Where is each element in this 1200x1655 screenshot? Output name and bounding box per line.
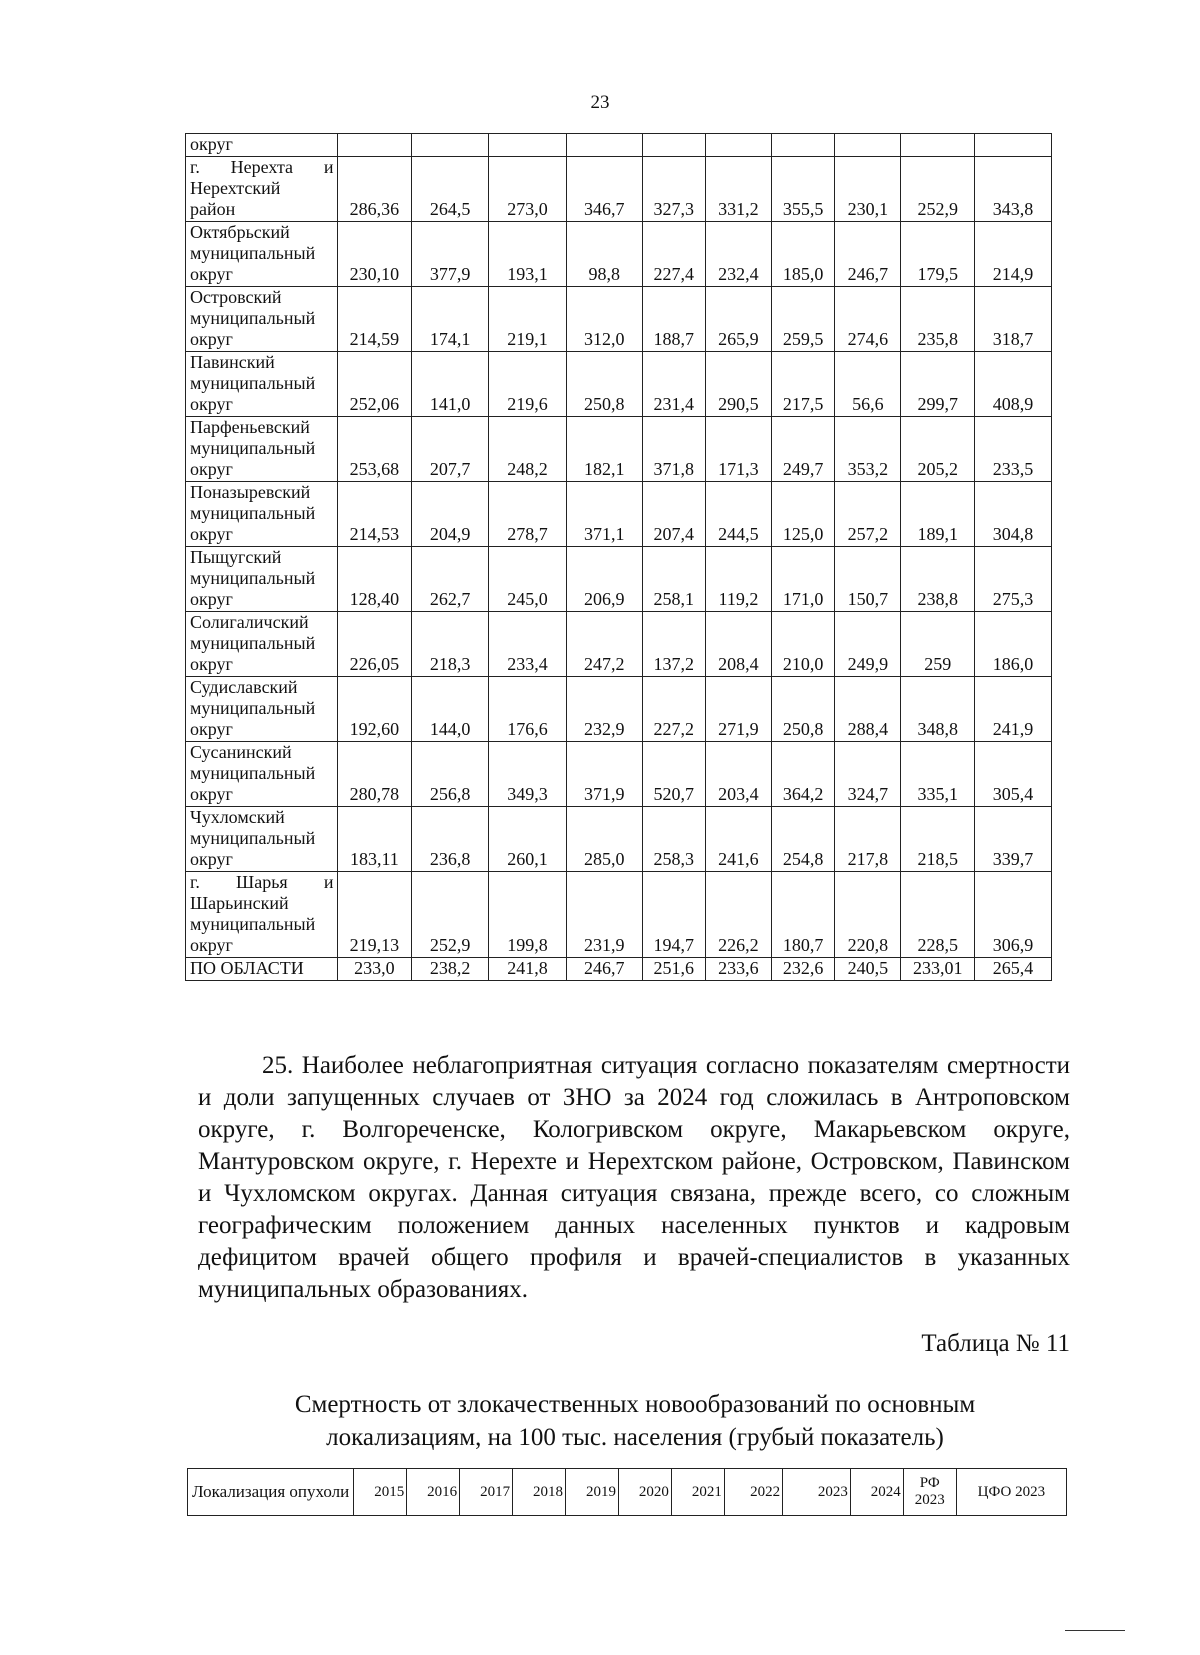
region-name-cell — [186, 612, 338, 677]
table-caption — [190, 1388, 1080, 1454]
region-name-line: Шарьинский — [190, 893, 289, 913]
table-row — [186, 157, 1052, 222]
value-cell: 183,11 — [337, 807, 412, 872]
region-name-line: муниципальный — [190, 308, 316, 328]
value-cell: 318,7 — [975, 287, 1052, 352]
value-cell: 217,5 — [772, 352, 835, 417]
page-number: 23 — [590, 92, 610, 113]
value-cell: 299,7 — [901, 352, 975, 417]
value-cell: 150,7 — [835, 547, 901, 612]
value-cell: 233,0 — [337, 958, 412, 981]
region-name-cell — [186, 958, 338, 981]
region-name-cell — [186, 872, 338, 958]
region-name-line: Островский — [190, 287, 282, 307]
value-cell — [901, 134, 975, 157]
value-cell: 228,5 — [901, 872, 975, 958]
region-name-cell — [186, 134, 338, 157]
header-cell: 2020 — [618, 1469, 671, 1516]
paragraph-25: 25. Наиболее неблагоприятная ситуация согласно показателям смертности и доли запущенных случаев от ЗНО за 2024 год сложилась в Антроповском округе, г. Волгореченске, Кологривском округе, Макарьевском округе, Мантуровском округе, г. Нерехте и Нерехтском районе, Островском, Павинском и Чухломском округах. Данная ситуация связана, прежде всего, со сложным географическим положением данных населенных пунктов и кадровым дефицитом врачей общего профиля и врачей-специалистов в указанных муниципальных образованиях. — [198, 1052, 1070, 1303]
value-cell: 238,8 — [901, 547, 975, 612]
header-cell: 2015 — [354, 1469, 407, 1516]
value-cell: 214,53 — [337, 482, 412, 547]
value-cell: 192,60 — [337, 677, 412, 742]
value-cell — [337, 134, 412, 157]
value-cell: 335,1 — [901, 742, 975, 807]
value-cell: 249,9 — [835, 612, 901, 677]
region-name-line: округ — [190, 935, 233, 955]
value-cell: 241,9 — [975, 677, 1052, 742]
value-cell: 144,0 — [412, 677, 489, 742]
header-cell: ЦФО 2023 — [956, 1469, 1066, 1516]
value-cell: 214,59 — [337, 287, 412, 352]
value-cell: 128,40 — [337, 547, 412, 612]
region-name-line: муниципальный — [190, 438, 316, 458]
value-cell: 230,10 — [337, 222, 412, 287]
value-cell: 230,1 — [835, 157, 901, 222]
region-name-line: Сусанинский — [190, 742, 292, 762]
value-cell — [975, 134, 1052, 157]
region-name-line: округ — [190, 264, 233, 284]
value-cell: 278,7 — [489, 482, 567, 547]
value-cell: 238,2 — [412, 958, 489, 981]
value-cell: 290,5 — [705, 352, 771, 417]
value-cell: 252,9 — [901, 157, 975, 222]
value-cell: 219,6 — [489, 352, 567, 417]
header-cell: 2024 — [850, 1469, 903, 1516]
value-cell: 258,3 — [642, 807, 705, 872]
table-row — [186, 222, 1052, 287]
value-cell: 258,1 — [642, 547, 705, 612]
value-cell: 56,6 — [835, 352, 901, 417]
value-cell: 343,8 — [975, 157, 1052, 222]
value-cell: 246,7 — [566, 958, 642, 981]
value-cell: 240,5 — [835, 958, 901, 981]
region-name-line: округ — [190, 849, 233, 869]
value-cell: 125,0 — [772, 482, 835, 547]
header-cell: 2019 — [566, 1469, 619, 1516]
value-cell: 204,9 — [412, 482, 489, 547]
value-cell — [642, 134, 705, 157]
region-name-cell — [186, 352, 338, 417]
region-name-line: Солигаличский — [190, 612, 309, 632]
region-name-cell — [186, 677, 338, 742]
value-cell: 220,8 — [835, 872, 901, 958]
value-cell: 288,4 — [835, 677, 901, 742]
value-cell: 280,78 — [337, 742, 412, 807]
value-cell: 232,9 — [566, 677, 642, 742]
region-name-line: ПО ОБЛАСТИ — [190, 958, 304, 978]
region-name-line: округ — [190, 654, 233, 674]
value-cell: 364,2 — [772, 742, 835, 807]
value-cell: 219,13 — [337, 872, 412, 958]
value-cell: 185,0 — [772, 222, 835, 287]
value-cell: 179,5 — [901, 222, 975, 287]
region-name-line: район — [190, 199, 236, 219]
value-cell: 265,4 — [975, 958, 1052, 981]
region-name-line: Поназыревский — [190, 482, 311, 502]
table-row — [186, 872, 1052, 958]
header-cell: 2022 — [724, 1469, 782, 1516]
value-cell: 324,7 — [835, 742, 901, 807]
value-cell: 355,5 — [772, 157, 835, 222]
region-name-line: округ — [190, 134, 233, 154]
value-cell: 371,8 — [642, 417, 705, 482]
header-cell: 2017 — [460, 1469, 513, 1516]
region-name-line: Октябрьский — [190, 222, 290, 242]
region-name-line: округ — [190, 329, 233, 349]
value-cell: 226,2 — [705, 872, 771, 958]
region-name-line: Пыщугский — [190, 547, 282, 567]
region-name-line: муниципальный — [190, 633, 316, 653]
value-cell: 256,8 — [412, 742, 489, 807]
value-cell: 241,8 — [489, 958, 567, 981]
value-cell: 273,0 — [489, 157, 567, 222]
region-name-cell — [186, 482, 338, 547]
header-cell: 2018 — [513, 1469, 566, 1516]
region-name-cell — [186, 807, 338, 872]
value-cell: 193,1 — [489, 222, 567, 287]
region-name-line: муниципальный — [190, 698, 316, 718]
region-name-line: округ — [190, 784, 233, 804]
value-cell: 226,05 — [337, 612, 412, 677]
value-cell: 244,5 — [705, 482, 771, 547]
value-cell — [705, 134, 771, 157]
header-cell: Локализация опухоли — [188, 1469, 354, 1516]
value-cell: 252,9 — [412, 872, 489, 958]
value-cell: 241,6 — [705, 807, 771, 872]
value-cell: 348,8 — [901, 677, 975, 742]
region-name-cell — [186, 547, 338, 612]
value-cell: 232,4 — [705, 222, 771, 287]
value-cell: 233,4 — [489, 612, 567, 677]
table-row — [186, 742, 1052, 807]
value-cell: 210,0 — [772, 612, 835, 677]
value-cell: 247,2 — [566, 612, 642, 677]
value-cell: 207,7 — [412, 417, 489, 482]
table-row — [186, 807, 1052, 872]
table-row — [186, 482, 1052, 547]
table-row — [186, 612, 1052, 677]
value-cell: 246,7 — [835, 222, 901, 287]
caption-line-2: локализациям, на 100 тыс. населения (грубый показатель) — [326, 1424, 944, 1451]
value-cell: 219,1 — [489, 287, 567, 352]
value-cell: 353,2 — [835, 417, 901, 482]
value-cell: 286,36 — [337, 157, 412, 222]
value-cell: 214,9 — [975, 222, 1052, 287]
region-name-line: округ — [190, 394, 233, 414]
region-name-line: муниципальный — [190, 763, 316, 783]
value-cell: 98,8 — [566, 222, 642, 287]
table-row — [186, 958, 1052, 981]
value-cell: 259 — [901, 612, 975, 677]
value-cell: 327,3 — [642, 157, 705, 222]
region-name-line: г. Нерехта и — [190, 157, 334, 177]
value-cell: 371,9 — [566, 742, 642, 807]
value-cell: 346,7 — [566, 157, 642, 222]
table-row — [186, 134, 1052, 157]
value-cell — [412, 134, 489, 157]
region-name-cell — [186, 742, 338, 807]
footer-rule — [1065, 1630, 1125, 1631]
value-cell: 233,5 — [975, 417, 1052, 482]
value-cell: 208,4 — [705, 612, 771, 677]
value-cell: 252,06 — [337, 352, 412, 417]
value-cell: 189,1 — [901, 482, 975, 547]
table-row — [186, 417, 1052, 482]
value-cell: 188,7 — [642, 287, 705, 352]
region-name-line: округ — [190, 459, 233, 479]
value-cell: 285,0 — [566, 807, 642, 872]
mortality-table-continued — [185, 133, 1052, 981]
region-name-line: Судиславский — [190, 677, 298, 697]
region-name-line: муниципальный — [190, 568, 316, 588]
value-cell: 119,2 — [705, 547, 771, 612]
value-cell: 520,7 — [642, 742, 705, 807]
value-cell: 186,0 — [975, 612, 1052, 677]
value-cell — [566, 134, 642, 157]
value-cell: 305,4 — [975, 742, 1052, 807]
region-name-line: Парфеньевский — [190, 417, 310, 437]
header-cell: 2023 — [783, 1469, 851, 1516]
header-cell: 2016 — [407, 1469, 460, 1516]
region-name-line: округ — [190, 589, 233, 609]
region-name-line: муниципальный — [190, 828, 316, 848]
value-cell: 207,4 — [642, 482, 705, 547]
value-cell: 180,7 — [772, 872, 835, 958]
value-cell: 171,3 — [705, 417, 771, 482]
value-cell: 171,0 — [772, 547, 835, 612]
value-cell: 218,5 — [901, 807, 975, 872]
value-cell: 251,6 — [642, 958, 705, 981]
value-cell: 227,2 — [642, 677, 705, 742]
region-name-line: г. Шарья и — [190, 872, 334, 892]
value-cell: 259,5 — [772, 287, 835, 352]
table-label: Таблица № 11 — [921, 1330, 1070, 1357]
value-cell: 203,4 — [705, 742, 771, 807]
value-cell: 265,9 — [705, 287, 771, 352]
value-cell: 199,8 — [489, 872, 567, 958]
value-cell: 233,01 — [901, 958, 975, 981]
value-cell: 137,2 — [642, 612, 705, 677]
localization-table-header — [187, 1468, 1067, 1516]
region-name-line: муниципальный — [190, 914, 316, 934]
header-cell: 2021 — [671, 1469, 724, 1516]
value-cell: 377,9 — [412, 222, 489, 287]
value-cell: 257,2 — [835, 482, 901, 547]
value-cell: 274,6 — [835, 287, 901, 352]
region-name-cell — [186, 287, 338, 352]
value-cell: 176,6 — [489, 677, 567, 742]
value-cell: 331,2 — [705, 157, 771, 222]
value-cell — [489, 134, 567, 157]
value-cell: 254,8 — [772, 807, 835, 872]
value-cell: 206,9 — [566, 547, 642, 612]
value-cell: 182,1 — [566, 417, 642, 482]
value-cell: 194,7 — [642, 872, 705, 958]
table-row — [186, 677, 1052, 742]
value-cell: 250,8 — [772, 677, 835, 742]
value-cell: 231,9 — [566, 872, 642, 958]
value-cell: 218,3 — [412, 612, 489, 677]
value-cell: 271,9 — [705, 677, 771, 742]
value-cell: 349,3 — [489, 742, 567, 807]
value-cell: 304,8 — [975, 482, 1052, 547]
region-name-cell — [186, 157, 338, 222]
region-name-line: округ — [190, 524, 233, 544]
value-cell: 253,68 — [337, 417, 412, 482]
value-cell: 312,0 — [566, 287, 642, 352]
value-cell: 232,6 — [772, 958, 835, 981]
region-name-line: муниципальный — [190, 503, 316, 523]
value-cell: 250,8 — [566, 352, 642, 417]
header-cell: РФ 2023 — [903, 1469, 956, 1516]
value-cell: 141,0 — [412, 352, 489, 417]
region-name-line: Нерехтский — [190, 178, 281, 198]
value-cell: 249,7 — [772, 417, 835, 482]
value-cell: 248,2 — [489, 417, 567, 482]
value-cell: 264,5 — [412, 157, 489, 222]
value-cell: 174,1 — [412, 287, 489, 352]
region-name-line: округ — [190, 719, 233, 739]
region-name-line: Чухломский — [190, 807, 285, 827]
table-row — [186, 287, 1052, 352]
value-cell: 233,6 — [705, 958, 771, 981]
value-cell: 306,9 — [975, 872, 1052, 958]
value-cell: 339,7 — [975, 807, 1052, 872]
value-cell: 371,1 — [566, 482, 642, 547]
value-cell: 227,4 — [642, 222, 705, 287]
value-cell: 245,0 — [489, 547, 567, 612]
value-cell: 235,8 — [901, 287, 975, 352]
value-cell: 205,2 — [901, 417, 975, 482]
value-cell: 217,8 — [835, 807, 901, 872]
region-name-line: Павинский — [190, 352, 275, 372]
region-name-line: муниципальный — [190, 373, 316, 393]
value-cell — [772, 134, 835, 157]
table-row — [186, 547, 1052, 612]
region-name-line: муниципальный — [190, 243, 316, 263]
value-cell: 275,3 — [975, 547, 1052, 612]
value-cell — [835, 134, 901, 157]
value-cell: 231,4 — [642, 352, 705, 417]
value-cell: 408,9 — [975, 352, 1052, 417]
region-name-cell — [186, 222, 338, 287]
region-name-cell — [186, 417, 338, 482]
value-cell: 262,7 — [412, 547, 489, 612]
value-cell: 236,8 — [412, 807, 489, 872]
table-row — [186, 352, 1052, 417]
value-cell: 260,1 — [489, 807, 567, 872]
caption-line-1: Смертность от злокачественных новообразований по основным — [294, 1391, 976, 1418]
